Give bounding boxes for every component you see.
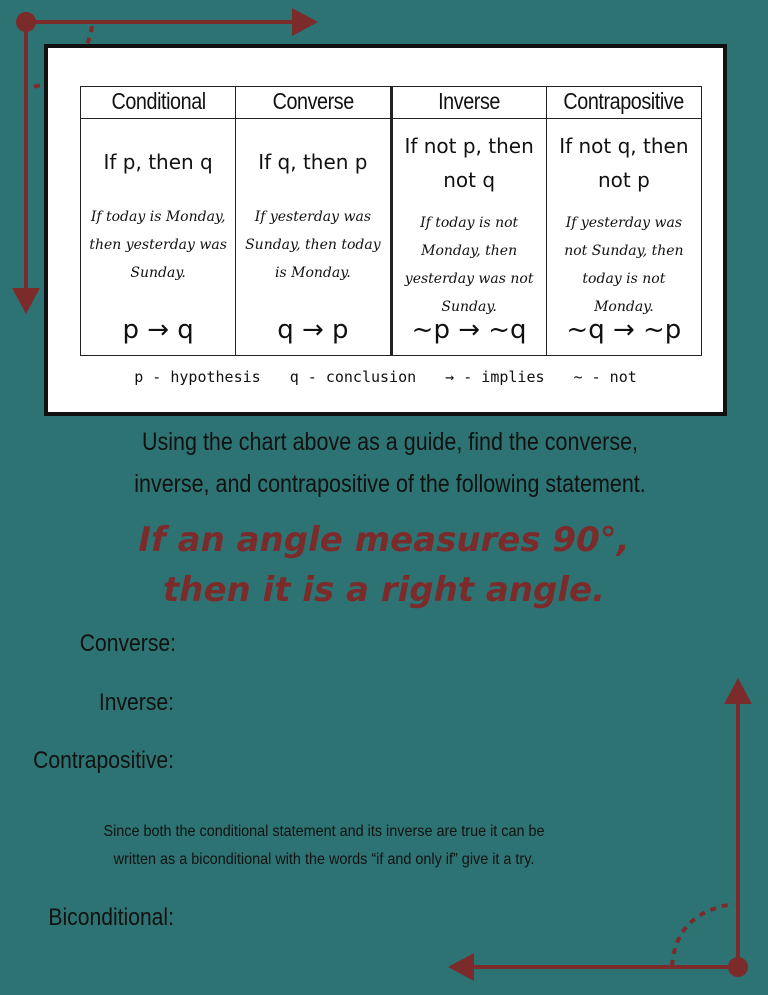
biconditional-note bbox=[68, 818, 579, 874]
legend-conclusion: q - conclusion bbox=[289, 368, 417, 386]
rule-conditional: If p, then q bbox=[103, 150, 213, 174]
cell-contrapositive bbox=[546, 119, 701, 356]
example-contrapositive: If yesterday was not Sunday, then today is not Monday. bbox=[564, 215, 684, 315]
cell-converse bbox=[236, 119, 391, 356]
symbol-contrapositive: ~q → ~p bbox=[566, 315, 682, 345]
chart-card bbox=[44, 44, 727, 416]
converse-label: Converse: bbox=[79, 630, 176, 657]
cell-conditional bbox=[81, 119, 236, 356]
header-inverse: Inverse bbox=[402, 87, 536, 119]
rule-contrapositive: If not q, then not p bbox=[559, 134, 689, 192]
legend-hypothesis: p - hypothesis bbox=[134, 368, 261, 386]
chart-legend bbox=[48, 368, 723, 386]
instructions bbox=[106, 421, 674, 505]
inverse-label: Inverse: bbox=[98, 689, 174, 716]
rule-inverse: If not p, then not q bbox=[404, 134, 534, 192]
note-line-1: Since both the conditional statement and its inverse are true it can be bbox=[103, 823, 545, 840]
conditional-statement bbox=[84, 515, 684, 615]
statement-line-2: then it is a right angle. bbox=[163, 570, 605, 610]
biconditional-label: Biconditional: bbox=[48, 904, 174, 931]
arrow-left-icon bbox=[448, 953, 474, 981]
header-contrapositive: Contrapositive bbox=[557, 87, 691, 119]
note-line-2: written as a biconditional with the words “if and only if” give it a try. bbox=[113, 851, 535, 868]
arrow-right-icon bbox=[292, 8, 318, 36]
header-converse: Converse bbox=[247, 87, 381, 119]
arrow-up-icon bbox=[724, 678, 752, 704]
symbol-conditional: p → q bbox=[122, 315, 194, 345]
example-conditional: If today is Monday, then yesterday was Sunday. bbox=[89, 209, 227, 281]
symbol-converse: q → p bbox=[277, 315, 349, 345]
instructions-line-2: inverse, and contrapositive of the following statement. bbox=[134, 470, 646, 498]
instructions-line-1: Using the chart above as a guide, find the converse, bbox=[141, 428, 639, 456]
legend-not: ~ - not bbox=[573, 368, 637, 386]
arrow-down-icon bbox=[12, 288, 40, 314]
header-conditional: Conditional bbox=[91, 87, 225, 119]
rule-converse: If q, then p bbox=[258, 150, 368, 174]
symbol-inverse: ~p → ~q bbox=[411, 315, 527, 345]
cell-inverse bbox=[391, 119, 546, 356]
logic-chart-table bbox=[80, 86, 702, 356]
legend-implies: → - implies bbox=[445, 368, 545, 386]
example-inverse: If today is not Monday, then yesterday was not Sunday. bbox=[404, 215, 534, 315]
example-converse: If yesterday was Sunday, then today is Monday. bbox=[245, 209, 381, 281]
contrapositive-label: Contrapositive: bbox=[33, 747, 174, 774]
statement-line-1: If an angle measures 90°, bbox=[138, 520, 630, 560]
